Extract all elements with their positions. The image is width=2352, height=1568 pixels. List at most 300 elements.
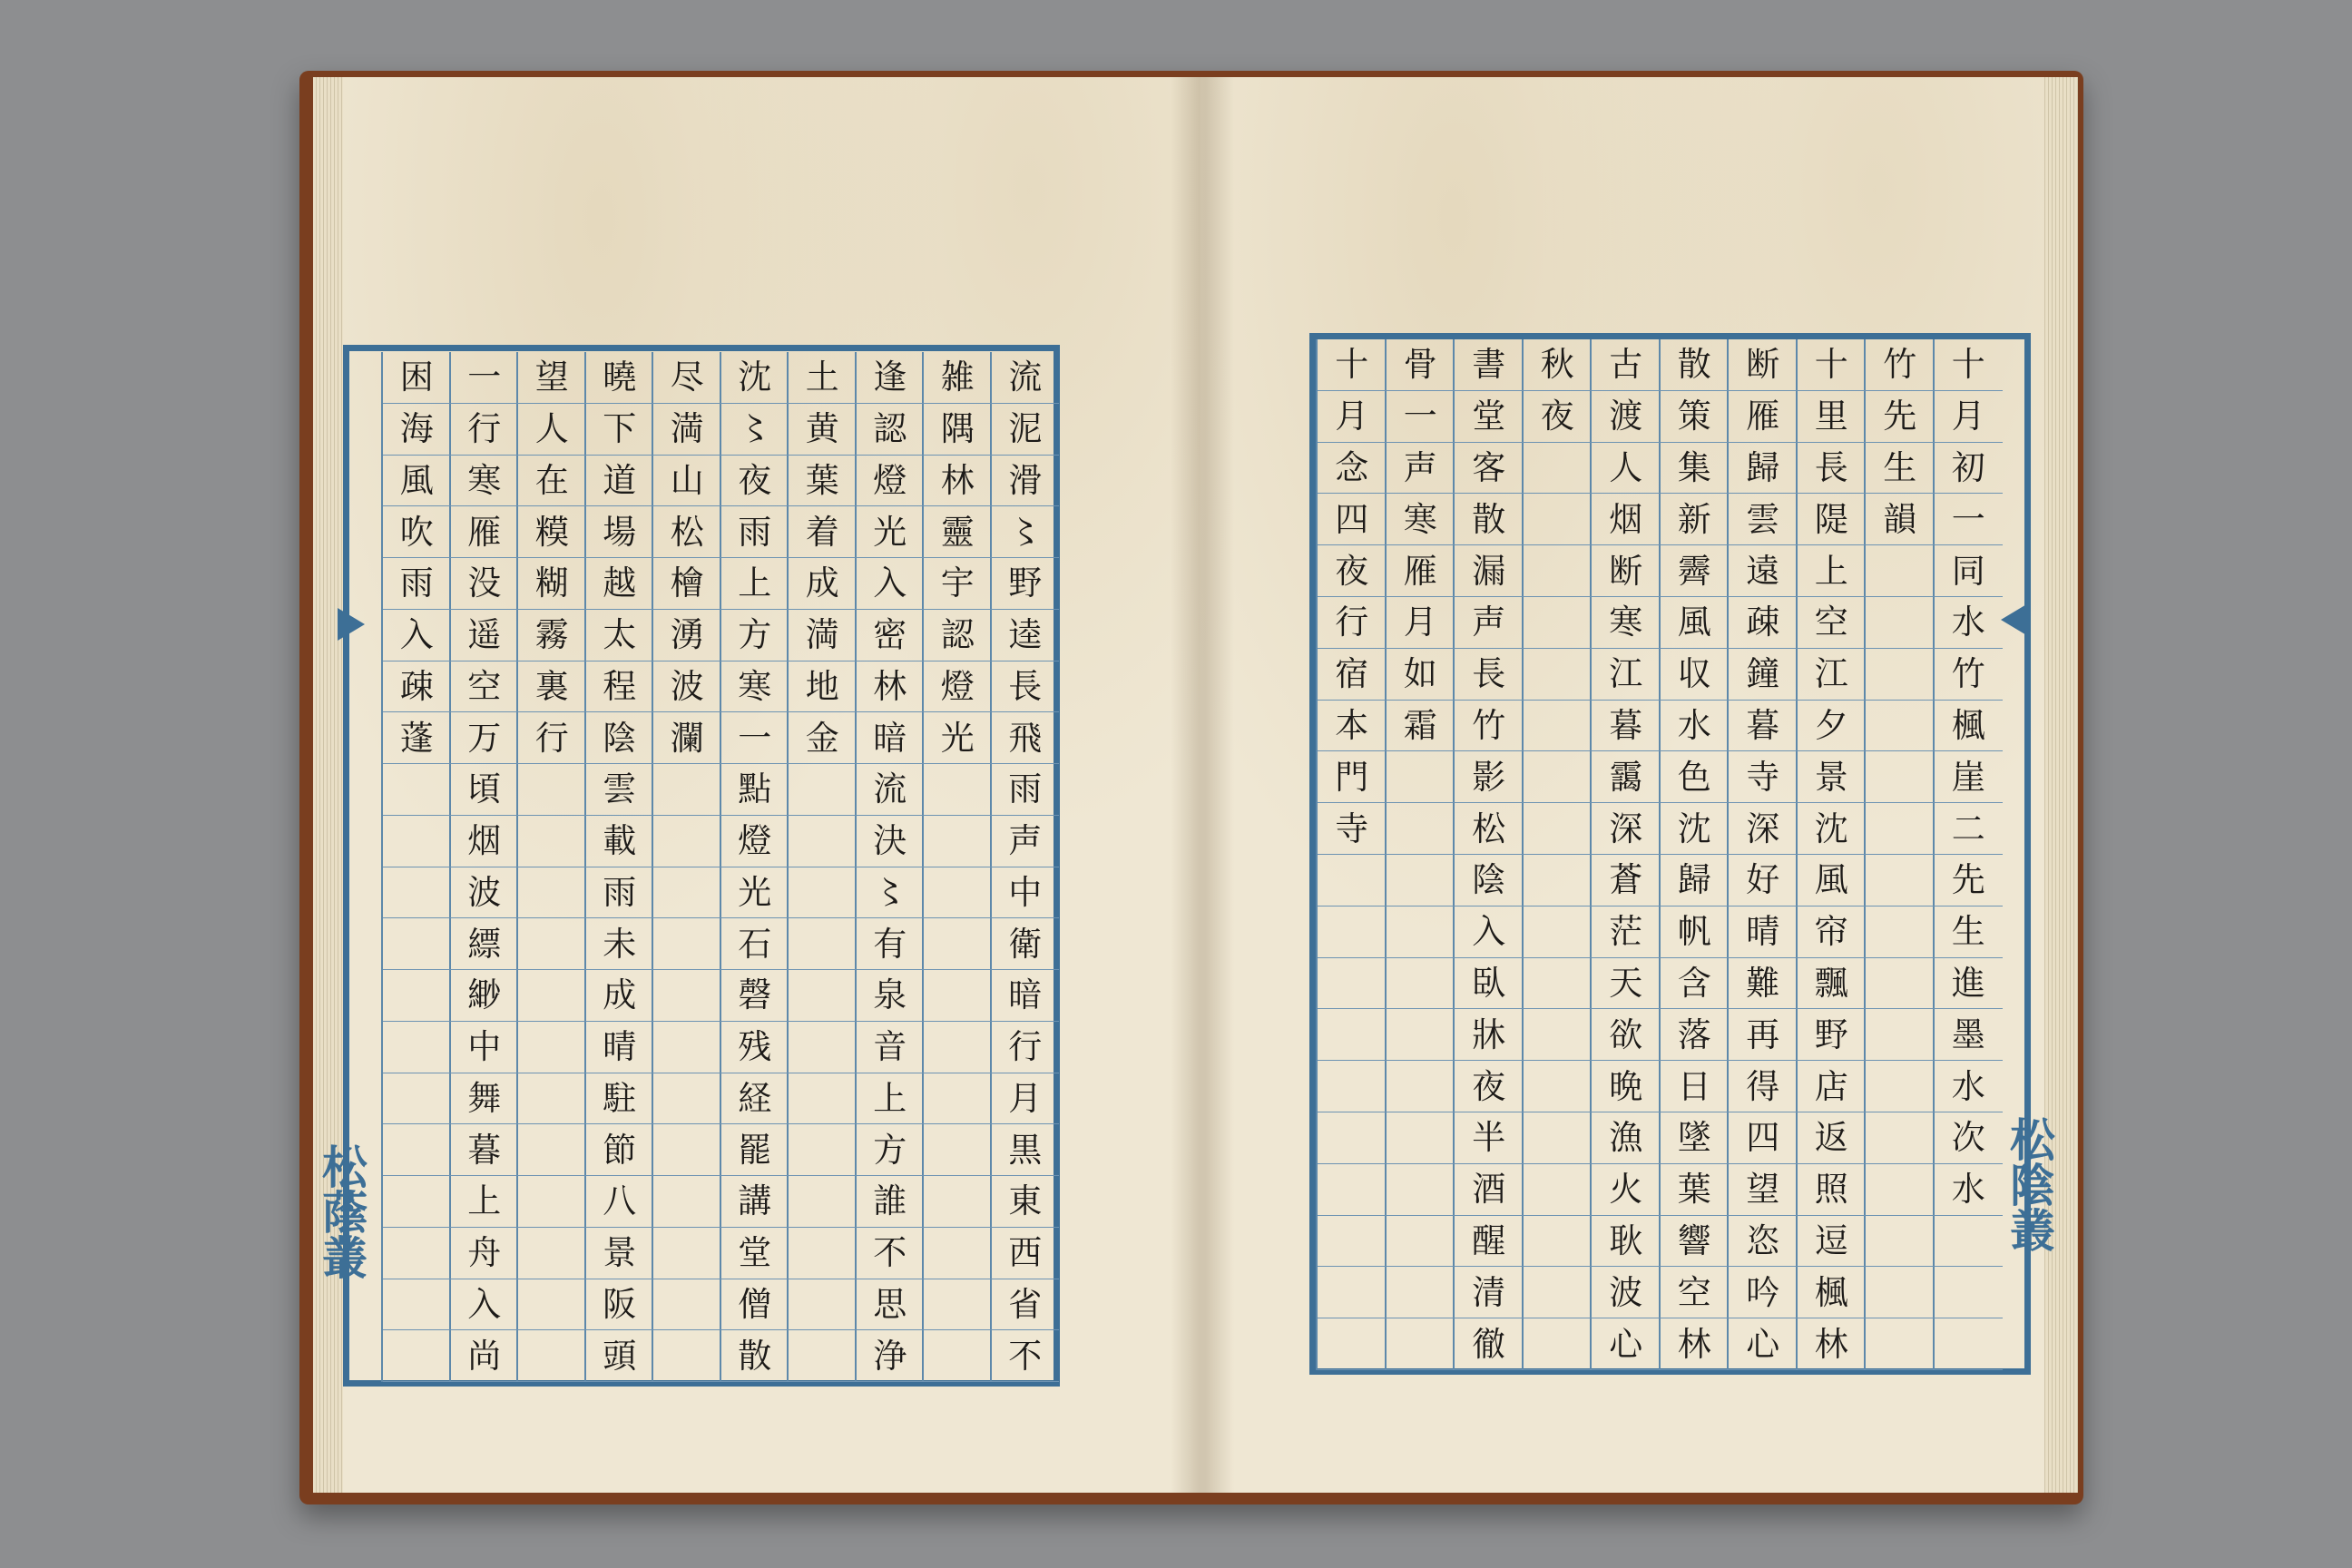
character-cell: 思 [857,1279,925,1331]
character-cell: 水 [1935,597,2004,649]
text-column [381,352,451,1382]
character-cell: 頭 [586,1330,654,1382]
character-cell: 万 [451,712,519,764]
character-cell: 声 [1387,443,1455,495]
character-cell: 月 [1318,391,1387,443]
character-cell: 野 [1798,1009,1867,1061]
character-cell: 黄 [789,404,857,456]
character-cell: 霜 [1387,701,1455,752]
character-cell: 湧 [653,610,721,662]
character-cell: 隄 [1798,494,1867,545]
character-cell: 講 [721,1176,789,1228]
character-cell: 沈 [721,352,789,404]
page-edges-right [2042,77,2078,1493]
character-cell [1387,1318,1455,1370]
character-cell: 半 [1455,1112,1524,1164]
character-cell: 土 [789,352,857,404]
character-cell: 〻 [992,506,1060,558]
character-cell [1524,494,1592,545]
character-cell: 堂 [1455,391,1524,443]
character-cell: 散 [721,1330,789,1382]
character-cell [518,867,586,919]
character-cell: 行 [518,712,586,764]
character-cell: 遥 [451,610,519,662]
character-cell: 得 [1729,1061,1798,1112]
character-cell [518,918,586,970]
character-cell: 響 [1661,1216,1730,1268]
character-cell: 水 [1935,1164,2004,1216]
character-cell: 夜 [721,456,789,507]
character-cell: 困 [383,352,451,404]
character-cell [1935,1267,2004,1318]
character-cell: 行 [992,1022,1060,1073]
character-cell [1387,958,1455,1010]
character-cell: 先 [1935,855,2004,906]
character-cell [1935,1318,2004,1370]
character-cell: 八 [586,1176,654,1228]
character-cell: 程 [586,662,654,713]
character-cell: 寒 [451,456,519,507]
character-cell: 衛 [992,918,1060,970]
character-cell [924,1279,992,1331]
character-cell: 不 [857,1228,925,1279]
character-cell: 霽 [1661,545,1730,597]
character-cell: 瀾 [653,712,721,764]
text-column [720,352,789,1382]
character-cell: 松 [1455,803,1524,855]
character-cell [653,918,721,970]
character-cell: 門 [1318,751,1387,803]
character-cell: 霧 [518,610,586,662]
character-cell [1866,1267,1935,1318]
character-cell [1866,803,1935,855]
character-cell: 夕 [1798,701,1867,752]
character-cell: 疎 [383,662,451,713]
character-cell: 晴 [1729,906,1798,958]
character-cell: 入 [451,1279,519,1331]
character-cell: 林 [857,662,925,713]
character-cell [789,970,857,1022]
text-column [1522,339,1592,1370]
character-cell: 音 [857,1022,925,1073]
character-cell [383,1022,451,1073]
character-cell: 上 [451,1176,519,1228]
character-cell: 茫 [1592,906,1661,958]
character-cell [1318,1009,1387,1061]
character-cell [518,1330,586,1382]
character-cell [1387,1267,1455,1318]
character-cell [1318,855,1387,906]
character-cell: 声 [992,816,1060,867]
character-cell [789,1279,857,1331]
character-cell: 月 [992,1073,1060,1125]
character-cell [924,1073,992,1125]
character-cell: 骨 [1387,339,1455,391]
character-cell: 策 [1661,391,1730,443]
character-cell: 逵 [992,610,1060,662]
character-cell: 烟 [1592,494,1661,545]
character-cell: 松 [653,506,721,558]
character-cell: 秋 [1524,339,1592,391]
character-cell: 疎 [1729,597,1798,649]
character-cell: 雨 [586,867,654,919]
character-cell: 初 [1935,443,2004,495]
character-cell [518,1279,586,1331]
character-cell: 波 [1592,1267,1661,1318]
character-cell: 決 [857,816,925,867]
character-cell [1387,751,1455,803]
character-cell: 點 [721,764,789,816]
character-cell: 水 [1661,701,1730,752]
text-column [1316,339,1387,1370]
character-cell: 宿 [1318,649,1387,701]
character-cell [518,1124,586,1176]
character-cell: 暮 [451,1124,519,1176]
character-cell: 密 [857,610,925,662]
text-column [855,352,925,1382]
character-cell [1524,803,1592,855]
character-cell: 縹 [451,918,519,970]
character-cell: 場 [586,506,654,558]
character-cell: 逢 [857,352,925,404]
character-cell: 入 [857,558,925,610]
character-cell: 四 [1729,1112,1798,1164]
character-cell: 黒 [992,1124,1060,1176]
character-cell: 経 [721,1073,789,1125]
character-cell [653,1176,721,1228]
character-cell [1866,906,1935,958]
character-cell: 長 [1798,443,1867,495]
character-cell: 十 [1935,339,2004,391]
character-cell: 方 [721,610,789,662]
character-cell: 僧 [721,1279,789,1331]
character-cell [518,764,586,816]
character-cell: 一 [1935,494,2004,545]
character-cell: 浄 [857,1330,925,1382]
character-cell [1866,1164,1935,1216]
character-cell: 認 [924,610,992,662]
text-column [1796,339,1867,1370]
character-cell: 寒 [1592,597,1661,649]
character-cell [1524,1061,1592,1112]
character-cell: 燈 [721,816,789,867]
character-cell: 生 [1935,906,2004,958]
character-cell: 成 [789,558,857,610]
character-cell: 陰 [586,712,654,764]
character-cell: 望 [518,352,586,404]
text-column [787,352,857,1382]
character-cell: 夜 [1524,391,1592,443]
character-cell: 新 [1661,494,1730,545]
character-cell [1524,751,1592,803]
character-cell: 中 [992,867,1060,919]
character-cell [1866,1009,1935,1061]
character-cell: 在 [518,456,586,507]
character-cell [789,1124,857,1176]
character-cell: 水 [1935,1061,2004,1112]
character-cell: 含 [1661,958,1730,1010]
text-column [922,352,992,1382]
character-cell [653,867,721,919]
character-cell: 空 [1661,1267,1730,1318]
character-cell [383,867,451,919]
character-cell: 雨 [721,506,789,558]
character-cell: 晩 [1592,1061,1661,1112]
character-cell [653,816,721,867]
character-cell: 野 [992,558,1060,610]
character-cell: 古 [1592,339,1661,391]
character-cell: 磬 [721,970,789,1022]
character-cell [518,816,586,867]
character-cell [1866,751,1935,803]
character-cell: 有 [857,918,925,970]
character-cell: 靈 [924,506,992,558]
character-cell: 上 [857,1073,925,1125]
character-cell: 欲 [1592,1009,1661,1061]
character-cell: 泉 [857,970,925,1022]
character-cell: 誰 [857,1176,925,1228]
character-cell: 頃 [451,764,519,816]
character-cell: 暮 [1729,701,1798,752]
character-cell: 罷 [721,1124,789,1176]
character-cell: 舟 [451,1228,519,1279]
character-cell: 深 [1592,803,1661,855]
character-cell: 次 [1935,1112,2004,1164]
character-cell: 葉 [1661,1164,1730,1216]
character-cell: 行 [451,404,519,456]
character-cell: 断 [1729,339,1798,391]
character-cell: 海 [383,404,451,456]
character-cell: 十 [1318,339,1387,391]
character-cell: 歸 [1661,855,1730,906]
character-cell: 燈 [857,456,925,507]
character-cell: 裏 [518,662,586,713]
character-cell: 同 [1935,545,2004,597]
character-cell: 太 [586,610,654,662]
character-cell [789,1228,857,1279]
character-cell: 寺 [1318,803,1387,855]
character-cell: 緲 [451,970,519,1022]
character-cell: 返 [1798,1112,1867,1164]
character-cell: 韻 [1866,494,1935,545]
character-cell [1524,1216,1592,1268]
character-cell: 沈 [1798,803,1867,855]
character-cell: 月 [1387,597,1455,649]
character-cell: 燈 [924,662,992,713]
character-cell [1866,649,1935,701]
character-cell: 如 [1387,649,1455,701]
character-cell [789,918,857,970]
character-cell: 駐 [586,1073,654,1125]
character-cell: 江 [1798,649,1867,701]
character-cell: 残 [721,1022,789,1073]
character-cell: 空 [1798,597,1867,649]
character-cell: 雲 [1729,494,1798,545]
character-cell: 墜 [1661,1112,1730,1164]
character-cell: 雲 [586,764,654,816]
text-column [449,352,519,1382]
character-cell: 入 [1455,906,1524,958]
character-cell [1318,958,1387,1010]
character-cell: 〻 [721,404,789,456]
character-cell [518,1022,586,1073]
character-cell [1866,1216,1935,1268]
character-cell [1387,1216,1455,1268]
character-cell [1866,1318,1935,1370]
character-cell: 酒 [1455,1164,1524,1216]
character-cell: 一 [1387,391,1455,443]
character-cell: 流 [992,352,1060,404]
character-cell: 集 [1661,443,1730,495]
character-cell [1866,958,1935,1010]
character-cell [1318,1267,1387,1318]
character-cell: 飄 [1798,958,1867,1010]
character-cell: 念 [1318,443,1387,495]
character-cell [1935,1216,2004,1268]
character-cell: 糢 [518,506,586,558]
character-cell: 清 [1455,1267,1524,1318]
character-cell [1524,1318,1592,1370]
character-cell: 西 [992,1228,1060,1279]
character-cell [789,867,857,919]
character-cell [1387,906,1455,958]
character-cell: 牀 [1455,1009,1524,1061]
character-cell: 帘 [1798,906,1867,958]
character-cell: 檜 [653,558,721,610]
character-cell [1318,1216,1387,1268]
character-cell: 雁 [1387,545,1455,597]
character-cell [924,1228,992,1279]
character-cell: 節 [586,1124,654,1176]
character-cell: 天 [1592,958,1661,1010]
character-cell: 恣 [1729,1216,1798,1268]
character-cell: 歸 [1729,443,1798,495]
character-cell [1318,1061,1387,1112]
character-cell: 着 [789,506,857,558]
page-edges-left [313,77,345,1493]
character-cell: 越 [586,558,654,610]
book-gutter [1171,77,1234,1493]
character-cell [924,1022,992,1073]
character-cell: 醒 [1455,1216,1524,1268]
character-cell: 成 [586,970,654,1022]
character-cell: 再 [1729,1009,1798,1061]
character-cell: 満 [653,404,721,456]
character-cell: 靄 [1592,751,1661,803]
character-cell [383,1176,451,1228]
character-cell [1524,545,1592,597]
character-cell: 金 [789,712,857,764]
character-cell: 泥 [992,404,1060,456]
character-cell [383,970,451,1022]
text-column [1385,339,1455,1370]
character-cell: 山 [653,456,721,507]
character-cell: 漏 [1455,545,1524,597]
right-fold-mark [2001,603,2028,636]
character-cell: 寒 [1387,494,1455,545]
character-cell [383,816,451,867]
character-cell: 帆 [1661,906,1730,958]
character-cell: 石 [721,918,789,970]
character-cell: 流 [857,764,925,816]
character-cell [1387,1164,1455,1216]
character-cell: 日 [1661,1061,1730,1112]
character-cell: 蒼 [1592,855,1661,906]
character-cell: 寺 [1729,751,1798,803]
character-cell: 難 [1729,958,1798,1010]
character-cell: 雨 [383,558,451,610]
character-cell [383,1228,451,1279]
character-cell: 満 [789,610,857,662]
character-cell: 尽 [653,352,721,404]
character-cell [789,764,857,816]
character-cell: 行 [1318,597,1387,649]
character-cell [1866,545,1935,597]
text-column [1864,339,1935,1370]
character-cell: 竹 [1866,339,1935,391]
character-cell [383,1124,451,1176]
character-cell: 人 [1592,443,1661,495]
character-cell: 堂 [721,1228,789,1279]
text-column [1727,339,1798,1370]
character-cell: 生 [1866,443,1935,495]
character-cell: 十 [1798,339,1867,391]
character-cell: 暗 [857,712,925,764]
character-cell: 崖 [1935,751,2004,803]
character-cell [1318,1112,1387,1164]
character-cell: 雑 [924,352,992,404]
character-cell: 火 [1592,1164,1661,1216]
character-cell: 竹 [1935,649,2004,701]
character-cell [518,1176,586,1228]
character-cell: 雁 [1729,391,1798,443]
character-cell: 色 [1661,751,1730,803]
character-cell [924,867,992,919]
character-cell: 散 [1661,339,1730,391]
character-cell: 波 [653,662,721,713]
character-cell [653,1073,721,1125]
character-cell: 人 [518,404,586,456]
character-cell [518,970,586,1022]
character-cell: 林 [924,456,992,507]
character-cell: 入 [383,610,451,662]
character-cell: 断 [1592,545,1661,597]
left-text-grid [381,352,1057,1382]
character-cell [653,1279,721,1331]
character-cell: 長 [992,662,1060,713]
character-cell: 四 [1318,494,1387,545]
character-cell [1524,855,1592,906]
right-margin-label: 松陰叢 [2003,1116,2056,1252]
character-cell: 中 [451,1022,519,1073]
character-cell: 竹 [1455,701,1524,752]
character-cell [1524,1112,1592,1164]
character-cell: 落 [1661,1009,1730,1061]
character-cell: 夜 [1455,1061,1524,1112]
character-cell [1387,803,1455,855]
character-cell: 臥 [1455,958,1524,1010]
character-cell: 月 [1935,391,2004,443]
character-cell: 漁 [1592,1112,1661,1164]
left-fold-mark [338,608,365,641]
right-text-grid [1316,339,2001,1370]
character-cell: 林 [1798,1318,1867,1370]
text-column [1933,339,2004,1370]
character-cell: 先 [1866,391,1935,443]
character-cell [653,1228,721,1279]
character-cell: 長 [1455,649,1524,701]
character-cell: 載 [586,816,654,867]
